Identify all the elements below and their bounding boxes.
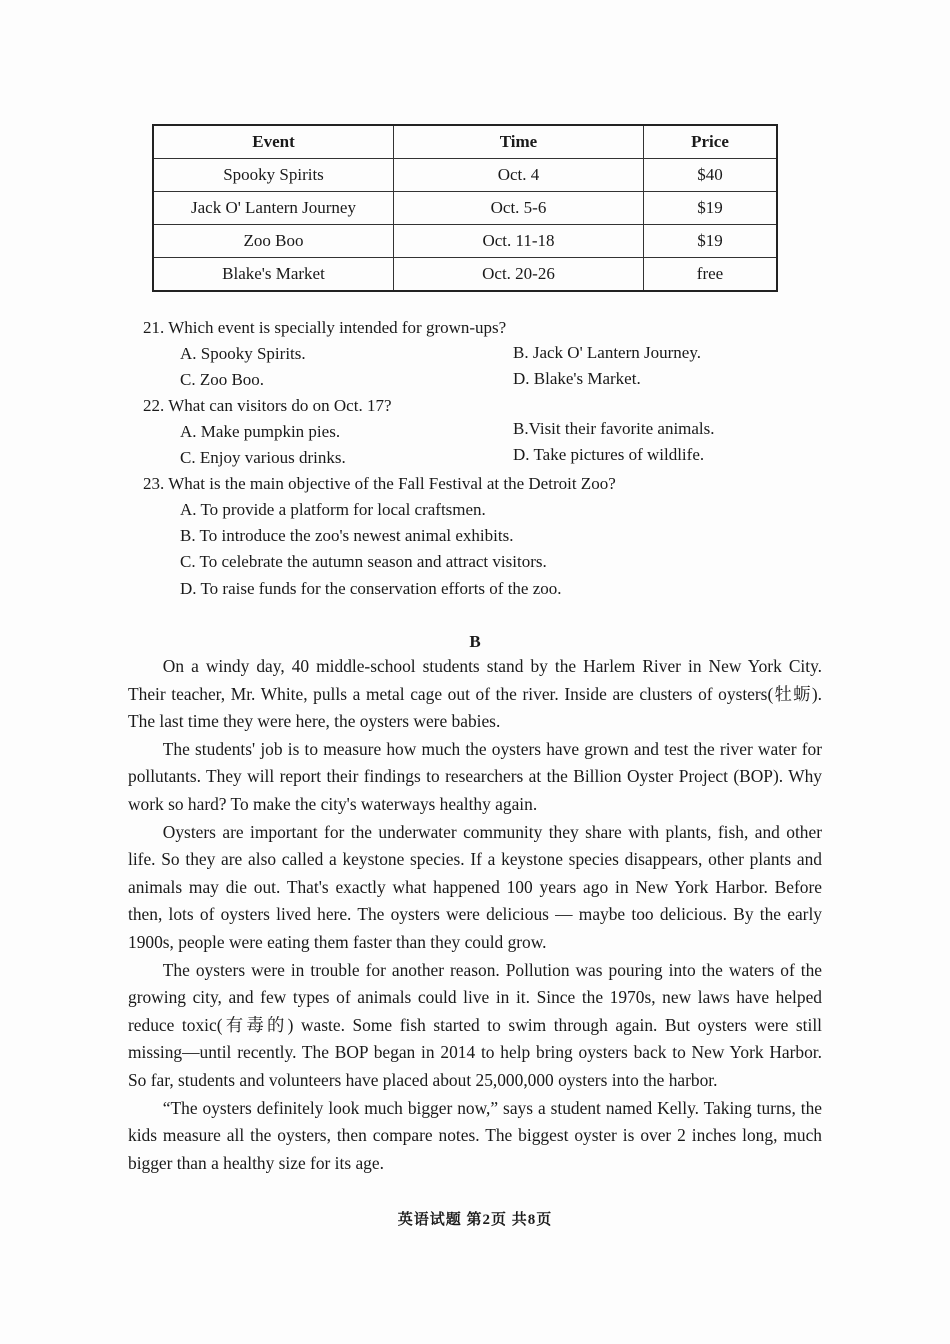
cell-time: Oct. 20-26 [394,258,644,292]
option-23a: A. To provide a platform for local craftsmen. [180,500,486,519]
cell-time: Oct. 11-18 [394,225,644,258]
question-21: 21. Which event is specially intended for grown-ups? [143,318,507,337]
table-row [153,258,777,292]
option-22a: A. Make pumpkin pies. [180,422,341,441]
table-row [153,159,777,192]
page-footer: 英语试题 第2页 共8页 [397,1212,553,1228]
cell-price: $19 [644,225,778,258]
section-heading: B [469,632,481,651]
question-23: 23. What is the main objective of the Fall Festival at the Detroit Zoo? [143,474,616,493]
cell-price: free [644,258,778,292]
cell-time: Oct. 5-6 [394,192,644,225]
cell-event: Blake's Market [153,258,394,292]
option-23c: C. To celebrate the autumn season and attract visitors. [180,552,547,571]
paragraph: The students' job is to measure how much the oysters have grown and test the river water for pollutants. They will report their findings to researchers at the Billion Oyster Project (BOP). Why work so hard? To make the city's waterways healthy again. [128,738,822,814]
table-row [153,225,777,258]
option-23d: D. To raise funds for the conservation efforts of the zoo. [180,579,562,598]
option-22c: C. Enjoy various drinks. [180,448,346,467]
option-22b: B.Visit their favorite animals. [513,419,715,438]
option-21a: A. Spooky Spirits. [180,344,306,363]
header-time: Time [394,125,644,159]
cell-event: Jack O' Lantern Journey [153,192,394,225]
paragraph: The oysters were in trouble for another reason. Pollution was pouring into the waters of the growing city, and few types of animals could live in it. Since the 1970s, new laws have helped reduce toxic(有毒的) waste. Some fish started to swim through again. But oysters were still missing—until recently. The BOP began in 2014 to help bring oysters back to New York Harbor. So far, students and volunteers have placed about 25,000,000 oysters into the harbor. [128,959,822,1090]
cell-time: Oct. 4 [394,159,644,192]
cell-price: $19 [644,192,778,225]
cell-event: Zoo Boo [153,225,394,258]
paragraph: On a windy day, 40 middle-school students stand by the Harlem River in New York City. Their teacher, Mr. White, pulls a metal cage out of the river. Inside are clusters of oysters(牡蛎). The last time they were here, the oysters were babies. [128,656,822,732]
cell-event: Spooky Spirits [153,159,394,192]
table-header-row [153,125,777,159]
reading-passage [128,653,822,1177]
header-price: Price [644,125,778,159]
option-21c: C. Zoo Boo. [180,370,265,389]
paragraph: “The oysters definitely look much bigger now,” says a student named Kelly. Taking turns, the kids measure all the oysters, then compare notes. The biggest oyster is over 2 inches long, much bigger than a healthy size for its age. [128,1097,822,1173]
table-row [153,192,777,225]
header-event: Event [153,125,394,159]
option-22d: D. Take pictures of wildlife. [513,445,705,464]
cell-price: $40 [644,159,778,192]
paragraph: Oysters are important for the underwater community they share with plants, fish, and other life. So they are also called a keystone species. If a keystone species disappears, other plants and animals may die out. That's exactly what happened 100 years ago in New York Harbor. Before then, lots of oysters lived here. The oysters were delicious — maybe too delicious. By the early 1900s, people were eating them faster than they could grow. [128,821,822,952]
option-21b: B. Jack O' Lantern Journey. [513,343,701,362]
events-table [152,124,778,292]
option-23b: B. To introduce the zoo's newest animal exhibits. [180,526,514,545]
option-21d: D. Blake's Market. [513,369,641,388]
question-22: 22. What can visitors do on Oct. 17? [143,396,392,415]
